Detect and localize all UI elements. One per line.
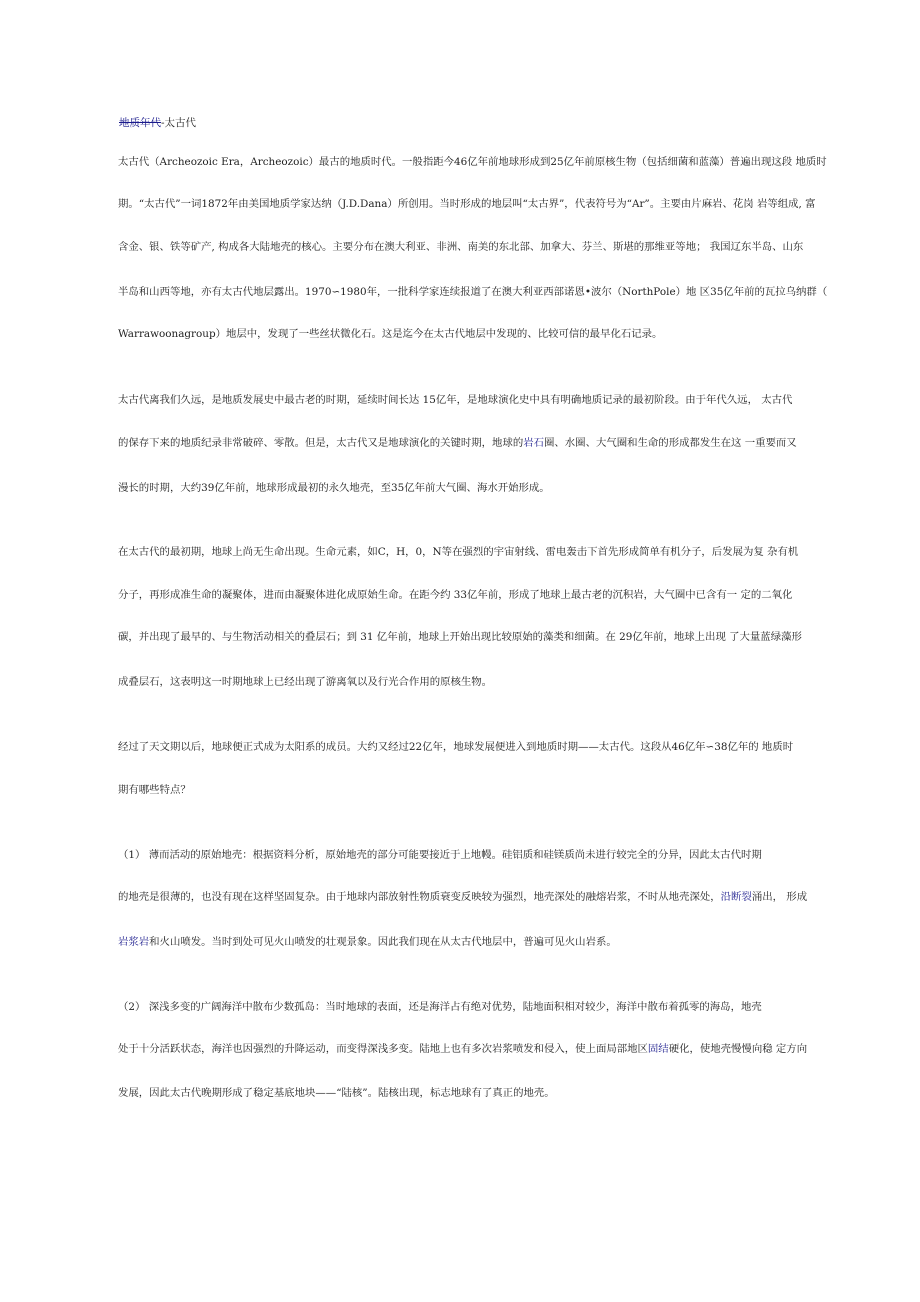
paragraph-6-line-1: （2） 深浅多变的广阔海洋中散布少数孤岛：当时地球的表面，还是海洋占有绝对优势，陆地面积相对较少，海洋中散布着孤零的海岛，地壳	[118, 1001, 762, 1013]
paragraph-1-line-1: 太古代（Archeozoic Era，Archeozoic）最古的地质时代。一般指距今46亿年前地球形成到25亿年前原核生物（包括细菌和蓝藻）普遍出现这段 地质时	[118, 156, 827, 168]
paragraph-1-line-3: 含金、银、铁等矿产, 构成各大陆地壳的核心。主要分布在澳大利亚、非洲、南美的东北部、加拿大、芬兰、斯堪的那维亚等地； 我国辽东半岛、山东	[118, 241, 804, 253]
fault-link[interactable]: 沿断裂	[720, 891, 752, 903]
paragraph-3-line-2: 分子，再形成准生命的凝聚体，进而由凝聚体进化成原始生命。在距今约 33亿年前，形成了地球上最古老的沉积岩，大气圈中已含有一 定的二氧化	[118, 589, 793, 601]
paragraph-6-line-3: 发展，因此太古代晚期形成了稳定基底地块——“陆核”。陆核出现，标志地球有了真正的地壳。	[118, 1087, 555, 1099]
paragraph-2-line-3: 漫长的时期，大约39亿年前，地球形成最初的永久地壳，至35亿年前大气圈、海水开始形成。	[118, 482, 550, 494]
paragraph-5-line-3: 岩浆岩和火山喷发。当时到处可见火山喷发的壮观景象。因此我们现在从太古代地层中，普遍可见火山岩系。	[118, 936, 617, 948]
title-suffix: -太古代	[161, 117, 197, 129]
paragraph-6-line-2: 处于十分活跃状态，海洋也因强烈的升降运动，而变得深浅多变。陆地上也有多次岩浆喷发和侵入，使上面局部地区固结硬化，使地壳慢慢向稳 定方向	[118, 1043, 808, 1055]
document-title	[119, 116, 196, 130]
magmatic-rock-link[interactable]: 岩浆岩	[118, 936, 150, 948]
paragraph-5-line-1: （1） 薄而活动的原始地壳：根据资料分析，原始地壳的部分可能要接近于上地幔。硅铝质和硅镁质尚未进行较完全的分异，因此太古代时期	[118, 849, 762, 861]
paragraph-2-line-2: 的保存下来的地质纪录非常破碎、零散。但是，太古代又是地球演化的关键时期，地球的岩石圈、水圈、大气圈和生命的形成都发生在这 一重要而又	[118, 437, 797, 449]
title-link[interactable]: 地质年代	[119, 117, 161, 129]
paragraph-3-line-3: 碳，并出现了最早的、与生物活动相关的叠层石；到 31 亿年前，地球上开始出现比较原始的藻类和细菌。在 29亿年前，地球上出现 了大量蓝绿藻形	[118, 631, 802, 643]
paragraph-3-line-4: 成叠层石，这表明这一时期地球上已经出现了游离氧以及行光合作用的原核生物。	[118, 676, 493, 688]
paragraph-3-line-1: 在太古代的最初期，地球上尚无生命出现。生命元素，如C，H，0，N等在强烈的宇宙射线、雷电轰击下首先形成简单有机分子，后发展为复 杂有机	[118, 546, 799, 558]
paragraph-4-line-1: 经过了天文期以后，地球便正式成为太阳系的成员。大约又经过22亿年，地球发展便进入到地质时期——太古代。这段从46亿年∽38亿年的 地质时	[118, 741, 794, 753]
paragraph-1-line-2: 期。“太古代”一词1872年由美国地质学家达纳（J.D.Dana）所创用。当时形成的地层叫“太古界”，代表符号为“Ar”。主要由片麻岩、花岗 岩等组成, 富	[118, 198, 816, 210]
paragraph-2-line-1: 太古代离我们久远，是地质发展史中最古老的时期，延续时间长达 15亿年，是地球演化史中具有明确地质记录的最初阶段。由于年代久远， 太古代	[118, 394, 793, 406]
paragraph-1-line-4: 半岛和山西等地，亦有太古代地层露出。1970∽1980年，一批科学家连续报道了在澳大利亚西部诺恩•波尔（NorthPole）地 区35亿年前的瓦拉乌纳群（	[118, 286, 828, 298]
rock-link[interactable]: 岩石	[523, 437, 545, 449]
paragraph-5-line-2: 的地壳是很薄的，也没有现在这样坚固复杂。由于地球内部放射性物质衰变反映较为强烈，地壳深处的融熔岩浆，不时从地壳深处，沿断裂涌出， 形成	[118, 891, 808, 903]
consolidation-link[interactable]: 固结	[647, 1043, 669, 1055]
paragraph-1-line-5: Warrawoonagroup）地层中，发现了一些丝状微化石。这是迄今在太古代地层中发现的、比较可信的最早化石记录。	[118, 328, 663, 340]
paragraph-4-line-2: 期有哪些特点？	[118, 784, 191, 796]
